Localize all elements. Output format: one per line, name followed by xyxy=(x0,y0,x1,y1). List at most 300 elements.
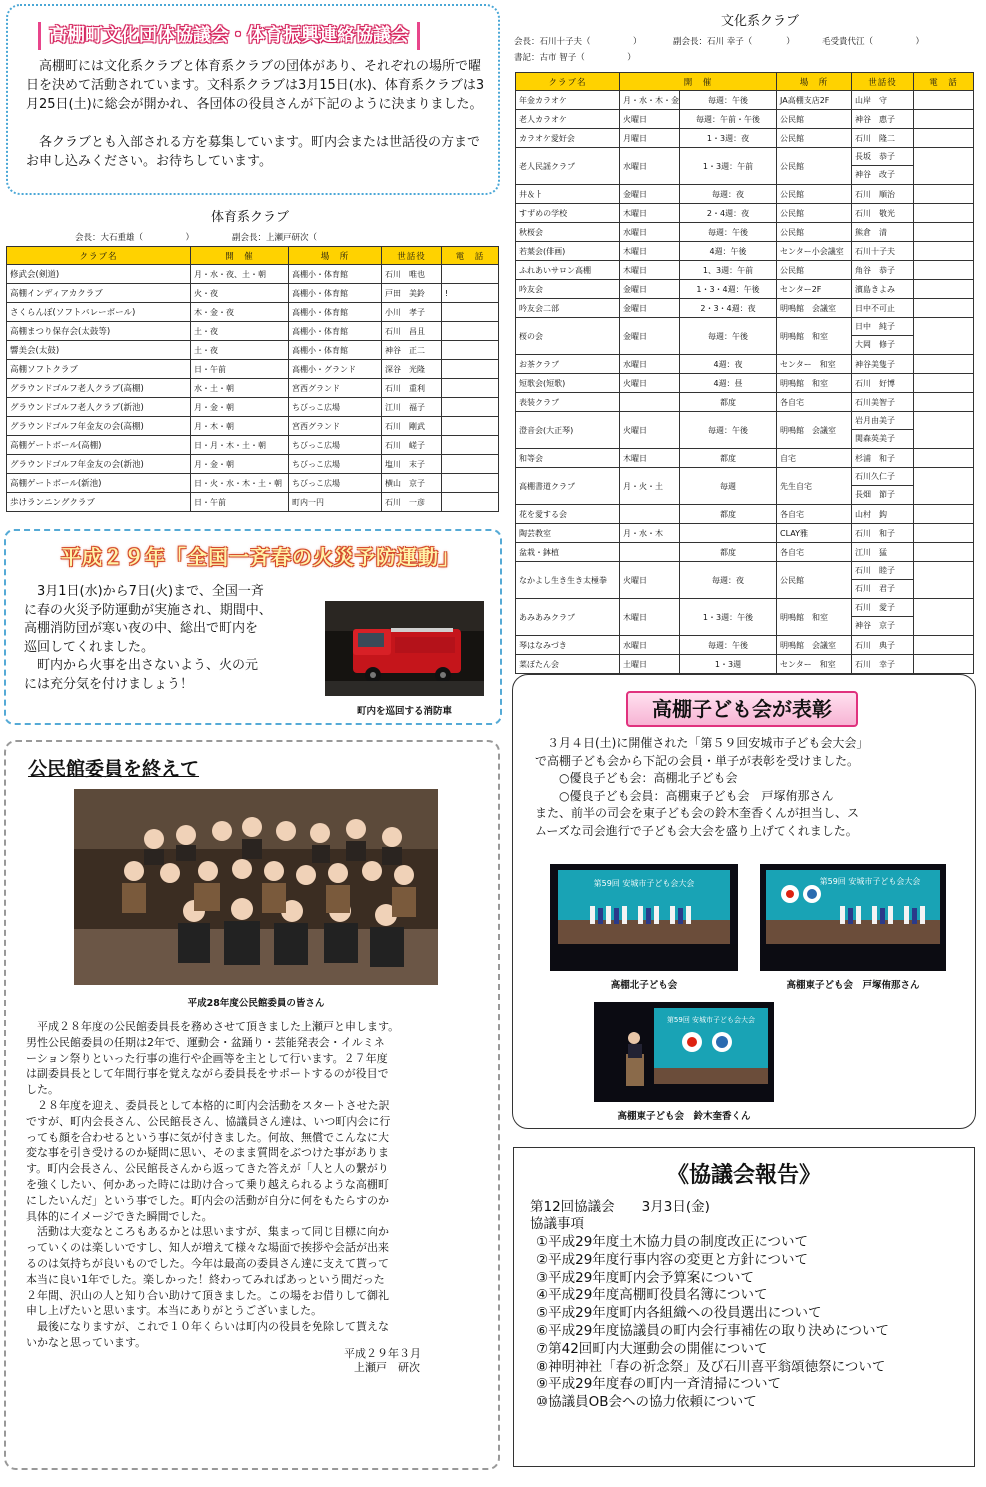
kodomo-text-line: で高棚子ども会から下記の会員・単子が表彰を受けました。 xyxy=(535,753,860,768)
culture-cell: 毎週：午後 xyxy=(680,318,777,355)
kominkan-text-line: 平成２８年度の公民館委員長を務めさせて頂きました上瀬戸と申します。 xyxy=(26,1020,400,1033)
sports-cell: 水・土・朝 xyxy=(191,379,289,398)
sports-cell: 石川 唯也 xyxy=(382,265,442,284)
report-agenda-item: ⑤平成29年度町内各組織への役員選出について xyxy=(536,1305,822,1322)
culture-cell: 火曜日 xyxy=(620,562,680,599)
culture-cell: 1・3週：夜 xyxy=(680,129,777,148)
culture-caretaker-name: 石川久仁子 xyxy=(852,468,913,486)
culture-cell: センター2F xyxy=(777,280,852,299)
sports-cell: ちびっこ広場 xyxy=(289,455,382,474)
culture-cell: ふれあいサロン高棚 xyxy=(516,261,620,280)
culture-phone-cell xyxy=(914,355,974,374)
culture-cell: 木曜日 xyxy=(620,242,680,261)
sports-cell xyxy=(442,417,499,436)
kodomo-award-box xyxy=(512,674,976,1129)
culture-phone-cell xyxy=(914,91,974,110)
culture-cell: 陶芸教室 xyxy=(516,524,620,543)
culture-header-cell: 世話役 xyxy=(852,73,914,91)
sports-row xyxy=(7,417,499,436)
culture-cell: 月・水・木 xyxy=(620,524,680,543)
culture-title: 文化系クラブ xyxy=(720,14,799,29)
culture-caretaker-name: 石川 愛子 xyxy=(852,599,913,617)
sports-cell: 石川 剛武 xyxy=(382,417,442,436)
report-meeting: 第12回協議会 3月3日(金) xyxy=(530,1199,710,1215)
emcee-caption: 高棚東子ども会 鈴木奎香くん xyxy=(617,1111,751,1122)
culture-phone-cell xyxy=(914,129,974,148)
sports-vice: 副会長：上瀬戸研次（ xyxy=(232,233,352,243)
culture-row xyxy=(516,185,974,204)
sports-cell: ちびっこ広場 xyxy=(289,436,382,455)
culture-row xyxy=(516,242,974,261)
culture-cell xyxy=(620,393,680,412)
report-agenda-item: ⑩協議員OB会への協力依頼について xyxy=(536,1394,757,1411)
sports-cell: グラウンドゴルフ年金友の会(高棚) xyxy=(7,417,191,436)
culture-cell xyxy=(852,599,914,636)
culture-cell: 毎週 xyxy=(680,468,777,505)
culture-cell: 明鳴館 和室 xyxy=(777,599,852,636)
kominkan-text-line: 男性公民館委員の任期は2年で、運動会・盆踊り・芸能発表会・イルミネ xyxy=(26,1035,385,1049)
culture-phone-cell xyxy=(914,599,974,636)
award-photo-north xyxy=(550,864,738,971)
culture-phone-cell xyxy=(914,393,974,412)
culture-row xyxy=(516,505,974,524)
culture-cell: 木曜日 xyxy=(620,449,680,468)
sports-cell: 高棚まつり保存会(太鼓等) xyxy=(7,322,191,341)
culture-cell: 毎週：午前・午後 xyxy=(680,110,777,129)
culture-phone-cell xyxy=(914,412,974,449)
culture-cell: 火曜日 xyxy=(620,412,680,449)
culture-row xyxy=(516,636,974,655)
culture-cell: 木曜日 xyxy=(620,204,680,223)
culture-caretaker-name: 関森英美子 xyxy=(855,434,896,443)
fire-photo-caption: 町内を巡回する消防車 xyxy=(356,706,452,717)
culture-cell: センター小会議室 xyxy=(777,242,852,261)
sports-cell xyxy=(442,265,499,284)
kominkan-box xyxy=(4,740,500,1470)
intro-paragraph-2: 各クラブとも入部される方を募集しています。町内会または世話役の方までお申し込みください。お待ちしています。 xyxy=(26,135,480,169)
sports-cell: 日・午前 xyxy=(191,493,289,512)
culture-president: 会長：石川十子夫（ ） xyxy=(514,37,642,47)
culture-cell: 吟友会 xyxy=(516,280,620,299)
culture-cell: 盆栽・鉢植 xyxy=(516,543,620,562)
culture-cell: 1、3週：午前 xyxy=(680,261,777,280)
award-banner-text-2: 第59回 安城市子ども会大会 xyxy=(819,877,921,886)
sports-cell xyxy=(442,398,499,417)
culture-cell: 毎週：午後 xyxy=(680,636,777,655)
culture-cell: カラオケ愛好会 xyxy=(516,129,620,148)
intro-box xyxy=(6,4,500,195)
fire-prevention-box xyxy=(4,529,502,725)
culture-cell: 明鳴館 和室 xyxy=(777,374,852,393)
intro-title: 高棚町文化団体協議会・体育振興連絡協議会 xyxy=(38,22,420,50)
culture-cell: 神谷 惠子 xyxy=(852,110,914,129)
culture-cell: 土曜日 xyxy=(620,655,680,674)
sports-row xyxy=(7,284,499,303)
culture-phone-cell xyxy=(914,204,974,223)
kominkan-text-line: るのは気持ちが良いものでした。今年は最高の委員さん達に支えて貰って xyxy=(26,1257,389,1270)
award-banner-text-3: 第59回 安城市子ども会大会 xyxy=(666,1016,756,1024)
kominkan-text-line: を強くしたい、何かあった時には助け合って乗り越えられるような高棚町 xyxy=(26,1178,389,1191)
fire-text-line: 3月1日(水)から7日(火)まで、全国一斉 xyxy=(24,584,264,599)
sports-cell: グラウンドゴルフ年金友の会(新池) xyxy=(7,455,191,474)
sports-row xyxy=(7,322,499,341)
kominkan-text-line: ２８年度を迎え、委員長として本格的に町内会活動をスタートさせた訳 xyxy=(26,1099,390,1112)
committee-group-photo xyxy=(74,789,438,985)
sports-cell: さくらんぼ(ソフトバレーボール) xyxy=(7,303,191,322)
intro-paragraph-1: 高棚町には文化系クラブと体育系クラブの団体があり、それぞれの場所で曜日を決めて活動されています。文科系クラブは3月15日(水)、体育系クラブは3月25日(土)に総会が開かれ、各団体の役員さんが下記のように決まりました。 xyxy=(26,59,485,112)
kominkan-text-line: っていくのは楽しいですし、知人が増えて様々な場面で挨拶や会話が出来 xyxy=(26,1241,389,1255)
culture-cell: 日中不可止 xyxy=(852,299,914,318)
culture-caretaker-name: 日中 純子 xyxy=(852,318,913,336)
culture-cell: 木曜日 xyxy=(620,261,680,280)
culture-cell: 月・火・土 xyxy=(620,468,680,505)
award-banner-text-1: 第59回 安城市子ども会大会 xyxy=(593,879,695,888)
culture-cell: 水曜日 xyxy=(620,223,680,242)
sports-cell: ! xyxy=(442,284,499,303)
report-agenda-item: ⑨平成29年度春の町内一斉清掃について xyxy=(536,1376,782,1393)
culture-cell: 都度 xyxy=(680,393,777,412)
report-agenda-item: ③平成29年度町内会予算案について xyxy=(536,1269,755,1286)
culture-phone-cell xyxy=(914,148,974,185)
sports-cell: 深谷 光隆 xyxy=(382,360,442,379)
culture-cell: 年金カラオケ xyxy=(516,91,620,110)
fire-text-line: には充分気を付けましょう！ xyxy=(24,676,194,692)
report-agenda-item: ②平成29年度行事内容の変更と方針について xyxy=(536,1251,809,1268)
culture-row xyxy=(516,129,974,148)
sports-cell: ちびっこ広場 xyxy=(289,474,382,493)
culture-header-cell: 場 所 xyxy=(777,73,852,91)
culture-phone-cell xyxy=(914,468,974,505)
sports-cell: 小川 孝子 xyxy=(382,303,442,322)
culture-phone-cell xyxy=(914,449,974,468)
kominkan-text-line: は副委員長として年間行事を覚えながら委員長をサポートするのが役目で xyxy=(26,1067,389,1081)
culture-table xyxy=(515,72,974,674)
sports-cell: 高棚小・体育館 xyxy=(289,341,382,360)
culture-cell: 明鳴館 和室 xyxy=(777,318,852,355)
sports-header-cell: 世話役 xyxy=(382,247,442,265)
culture-cell: 金曜日 xyxy=(620,280,680,299)
culture-cell: 毎週：午後 xyxy=(680,412,777,449)
culture-cell: 公民館 xyxy=(777,261,852,280)
culture-caretaker-name: 大岡 修子 xyxy=(855,340,896,349)
report-agenda-item: ④平成29年度高棚町役員名簿について xyxy=(536,1287,768,1304)
culture-cell: 桜の会 xyxy=(516,318,620,355)
kominkan-text-line: いかなと思っています。 xyxy=(26,1336,147,1349)
sports-cell: 高棚小・体育館 xyxy=(289,265,382,284)
culture-phone-cell xyxy=(914,261,974,280)
culture-cell: 木曜日 xyxy=(620,599,680,636)
sports-president: 会長：大石重雄（ ） xyxy=(75,233,195,243)
culture-cell: 各自宅 xyxy=(777,393,852,412)
culture-cell: 公民館 xyxy=(777,129,852,148)
culture-cell: 毎週：夜 xyxy=(680,185,777,204)
kominkan-author: 上瀬戸 研次 xyxy=(354,1361,420,1374)
culture-phone-cell xyxy=(914,185,974,204)
culture-cell: 琴はなみづき xyxy=(516,636,620,655)
sports-row xyxy=(7,398,499,417)
culture-cell: 都度 xyxy=(680,449,777,468)
culture-cell: 杉浦 和子 xyxy=(852,449,914,468)
culture-cell: 若葉会(俳画) xyxy=(516,242,620,261)
culture-phone-cell xyxy=(914,280,974,299)
sports-header-cell: 電 話 xyxy=(442,247,499,265)
culture-cell: 石川美智子 xyxy=(852,393,914,412)
culture-cell: 先生自宅 xyxy=(777,468,852,505)
sports-cell: 高棚小・体育館 xyxy=(289,322,382,341)
sports-cell: 高棚小・体育館 xyxy=(289,303,382,322)
culture-cell: 石川 好博 xyxy=(852,374,914,393)
kominkan-text-line: 活動は大変なところもあるかとは思いますが、集まって同じ目標に向か xyxy=(26,1225,389,1239)
culture-cell: 山岸 守 xyxy=(852,91,914,110)
sports-cell xyxy=(442,341,499,360)
culture-cell: 石川 和子 xyxy=(852,524,914,543)
culture-caretaker-name: 石川 君子 xyxy=(855,584,896,593)
sports-cell: 町内一円 xyxy=(289,493,382,512)
award-caption-north: 高棚北子ども会 xyxy=(610,980,678,991)
culture-cell: 毎週：午後 xyxy=(680,91,777,110)
culture-cell: 石川十子夫 xyxy=(852,242,914,261)
report-agenda-item: ①平成29年度土木協力員の制度改正について xyxy=(536,1234,809,1250)
sports-row xyxy=(7,303,499,322)
culture-row xyxy=(516,449,974,468)
culture-cell: 公民館 xyxy=(777,223,852,242)
culture-row xyxy=(516,148,974,185)
culture-cell: 毎週：午後 xyxy=(680,223,777,242)
culture-cell: 熊倉 清 xyxy=(852,223,914,242)
sports-cell: 江川 福子 xyxy=(382,398,442,417)
culture-cell xyxy=(620,543,680,562)
culture-phone-cell xyxy=(914,242,974,261)
sports-cell: 塩川 末子 xyxy=(382,455,442,474)
sports-cell: 歩けランニングクラブ xyxy=(7,493,191,512)
culture-cell: 和等会 xyxy=(516,449,620,468)
sports-cell: グラウンドゴルフ老人クラブ(高棚) xyxy=(7,379,191,398)
sports-cell: 宮西グランド xyxy=(289,417,382,436)
sports-cell: 石川 一彦 xyxy=(382,493,442,512)
culture-row xyxy=(516,91,974,110)
sports-cell xyxy=(442,322,499,341)
sports-cell: 高棚小・体育館 xyxy=(289,284,382,303)
kominkan-text-line: 変な事を引き受けるのか疑問に思い、そのまま質問をぶつけた事がありま xyxy=(26,1146,389,1160)
sports-cell: 月・木・朝 xyxy=(191,417,289,436)
culture-caretaker-name: 岩月由美子 xyxy=(852,412,913,430)
kominkan-text-line: にしたいんだ」という事でした。町内会の活動が自分に何をもたらすのか xyxy=(26,1193,389,1207)
culture-cell: 1・3週：午後 xyxy=(680,599,777,636)
report-agenda-item: ⑧神明神社「春の祈念祭」及び石川喜平翁頌徳祭について xyxy=(536,1358,886,1375)
fire-text-line: 巡回してくれました。 xyxy=(24,639,155,655)
culture-cell xyxy=(852,318,914,355)
sports-cell xyxy=(442,360,499,379)
sports-header-cell: 場 所 xyxy=(289,247,382,265)
culture-row xyxy=(516,468,974,505)
kominkan-text-line: 申し上げたいと思います。本当にありがとうございました。 xyxy=(26,1304,323,1318)
sports-cell: 日・火・水・木・土・朝 xyxy=(191,474,289,493)
report-agenda-item: ⑦第42回町内大運動会の開催について xyxy=(536,1340,768,1357)
culture-cell: 4週：夜 xyxy=(680,355,777,374)
culture-row xyxy=(516,280,974,299)
culture-phone-cell xyxy=(914,562,974,599)
sports-cell: 月・金・朝 xyxy=(191,455,289,474)
kominkan-text-line: っても顔を合わせるという事に気が付きました。何故、無償でこんなに大 xyxy=(26,1130,389,1144)
culture-cell: すずめの学校 xyxy=(516,204,620,223)
sports-row xyxy=(7,265,499,284)
sports-row xyxy=(7,493,499,512)
kominkan-text-line: した。 xyxy=(26,1083,59,1097)
sports-row xyxy=(7,379,499,398)
sports-cell: 高棚インディアカクラブ xyxy=(7,284,191,303)
culture-caretaker-name: 石川 睦子 xyxy=(852,562,913,580)
sports-cell xyxy=(442,303,499,322)
culture-cell: 1・3週：午前 xyxy=(680,148,777,185)
culture-phone-cell xyxy=(914,543,974,562)
kominkan-text-line: す。町内会長さん、公民館長さんから返ってきた答えが「人と人の繋がり xyxy=(26,1162,389,1176)
culture-cell: 公民館 xyxy=(777,204,852,223)
culture-cell: 山村 鈎 xyxy=(852,505,914,524)
sports-title: 体育系クラブ xyxy=(210,210,289,225)
kodomo-text-line: ムーズな司会進行で子ども会大会を盛り上げてくれました。 xyxy=(535,823,858,838)
sports-cell: 土・夜 xyxy=(191,341,289,360)
sports-row xyxy=(7,341,499,360)
culture-row xyxy=(516,374,974,393)
culture-cell: 自宅 xyxy=(777,449,852,468)
culture-cell: 月・水・木・金 xyxy=(620,91,680,110)
sports-cell: 日・月・木・土・朝 xyxy=(191,436,289,455)
kodomo-text-line: ○優良子ども会員：高棚東子ども会 戸塚侑那さん xyxy=(535,788,834,803)
culture-cell xyxy=(852,468,914,505)
culture-caretaker-name: 長坂 恭子 xyxy=(852,148,913,166)
culture-row xyxy=(516,412,974,449)
culture-row xyxy=(516,599,974,636)
culture-cell: 都度 xyxy=(680,543,777,562)
sports-cell: 石川 嵯子 xyxy=(382,436,442,455)
kodomo-title: 高棚子ども会が表彰 xyxy=(626,691,858,727)
culture-cell: 金曜日 xyxy=(620,299,680,318)
kominkan-title: 公民館委員を終えて xyxy=(28,758,200,780)
sports-row xyxy=(7,474,499,493)
culture-row xyxy=(516,355,974,374)
culture-cell: 老人民謡クラブ xyxy=(516,148,620,185)
kodomo-text-line: また、前半の司会を東子ども会の鈴木奎香くんが担当し、ス xyxy=(535,806,860,820)
culture-header-cell: 開 催 xyxy=(620,73,777,91)
culture-cell: お茶クラブ xyxy=(516,355,620,374)
culture-row xyxy=(516,110,974,129)
culture-cell: 金曜日 xyxy=(620,318,680,355)
culture-header-cell: 電 話 xyxy=(914,73,974,91)
culture-cell: 高棚書道クラブ xyxy=(516,468,620,505)
culture-cell: 月曜日 xyxy=(620,129,680,148)
culture-cell: 明鳴館 会議室 xyxy=(777,412,852,449)
culture-cell: 各自宅 xyxy=(777,505,852,524)
culture-cell xyxy=(680,524,777,543)
culture-cell: 火曜日 xyxy=(620,110,680,129)
culture-cell: JA高棚支店2F xyxy=(777,91,852,110)
culture-cell: 火曜日 xyxy=(620,374,680,393)
culture-cell: 秋桜会 xyxy=(516,223,620,242)
culture-cell: 菜ぼたん会 xyxy=(516,655,620,674)
culture-phone-cell xyxy=(914,655,974,674)
culture-treasurer: 毛受貴代江（ ） xyxy=(822,37,925,47)
sports-cell xyxy=(442,455,499,474)
committee-photo-caption: 平成28年度公民館委員の皆さん xyxy=(187,998,325,1009)
culture-caretaker-name: 神谷 改子 xyxy=(855,170,896,179)
culture-cell xyxy=(852,562,914,599)
sports-cell: ちびっこ広場 xyxy=(289,398,382,417)
culture-cell: 濱島きよみ xyxy=(852,280,914,299)
culture-cell xyxy=(852,148,914,185)
sports-cell: 高棚小・グランド xyxy=(289,360,382,379)
sports-cell: 月・金・朝 xyxy=(191,398,289,417)
culture-cell: 公民館 xyxy=(777,110,852,129)
culture-row xyxy=(516,299,974,318)
culture-secretary: 書記：古市 智子（ ） xyxy=(514,53,636,63)
culture-cell: 金曜日 xyxy=(620,185,680,204)
culture-cell: なかよし生き生き太極拳 xyxy=(516,562,620,599)
sports-cell: 石川 昌且 xyxy=(382,322,442,341)
report-subhead: 協議事項 xyxy=(530,1216,584,1232)
award-photo-east xyxy=(760,864,946,971)
culture-cell: 石川 隆二 xyxy=(852,129,914,148)
culture-cell: 表装クラブ xyxy=(516,393,620,412)
award-caption-east: 高棚東子ども会 戸塚侑那さん xyxy=(786,980,920,991)
culture-cell xyxy=(852,412,914,449)
sports-cell: 石川 重利 xyxy=(382,379,442,398)
culture-caretaker-name: 長畑 節子 xyxy=(855,490,896,499)
sports-header-cell: 開 催 xyxy=(191,247,289,265)
culture-vice: 副会長：石川 幸子（ ） xyxy=(673,37,795,47)
culture-cell: 短歌会(短歌) xyxy=(516,374,620,393)
sports-cell: 戸田 美鈴 xyxy=(382,284,442,303)
sports-row xyxy=(7,360,499,379)
culture-cell: 各自宅 xyxy=(777,543,852,562)
culture-caretaker-name: 神谷 京子 xyxy=(855,621,896,630)
kominkan-date: 平成２９年３月 xyxy=(344,1347,421,1360)
culture-cell: 石川 敬光 xyxy=(852,204,914,223)
culture-phone-cell xyxy=(914,318,974,355)
sports-cell: 修武会(剣道) xyxy=(7,265,191,284)
culture-phone-cell xyxy=(914,374,974,393)
culture-cell: 神谷美隻子 xyxy=(852,355,914,374)
culture-cell: 1・3・4週：午後 xyxy=(680,280,777,299)
culture-row xyxy=(516,543,974,562)
sports-cell: 響美会(太鼓) xyxy=(7,341,191,360)
sports-cell xyxy=(442,493,499,512)
culture-phone-cell xyxy=(914,223,974,242)
sports-cell xyxy=(442,474,499,493)
culture-cell: 2・3・4週：夜 xyxy=(680,299,777,318)
culture-cell: 石川 典子 xyxy=(852,636,914,655)
sports-row xyxy=(7,436,499,455)
culture-cell: 吟友会二部 xyxy=(516,299,620,318)
culture-cell: あみあみクラブ xyxy=(516,599,620,636)
council-report-box xyxy=(513,1147,975,1467)
report-agenda-item: ⑥平成29年度協議員の町内会行事補佐の取り決めについて xyxy=(536,1323,890,1339)
culture-cell: 1・3週 xyxy=(680,655,777,674)
culture-row xyxy=(516,524,974,543)
sports-row xyxy=(7,455,499,474)
sports-cell: 高棚ゲートボール(高棚) xyxy=(7,436,191,455)
culture-cell: 公民館 xyxy=(777,185,852,204)
fire-title: 平成２９年「全国一斉春の火災予防運動」 xyxy=(61,545,460,569)
culture-row xyxy=(516,393,974,412)
culture-row xyxy=(516,204,974,223)
culture-phone-cell xyxy=(914,110,974,129)
culture-phone-cell xyxy=(914,524,974,543)
sports-cell: 土・夜 xyxy=(191,322,289,341)
sports-cell: 日・午前 xyxy=(191,360,289,379)
culture-row xyxy=(516,655,974,674)
kominkan-text-line: ２年間、沢山の人と知り合い助けて頂きました。この場をお借りして御礼 xyxy=(26,1288,389,1302)
culture-cell: センター 和室 xyxy=(777,655,852,674)
